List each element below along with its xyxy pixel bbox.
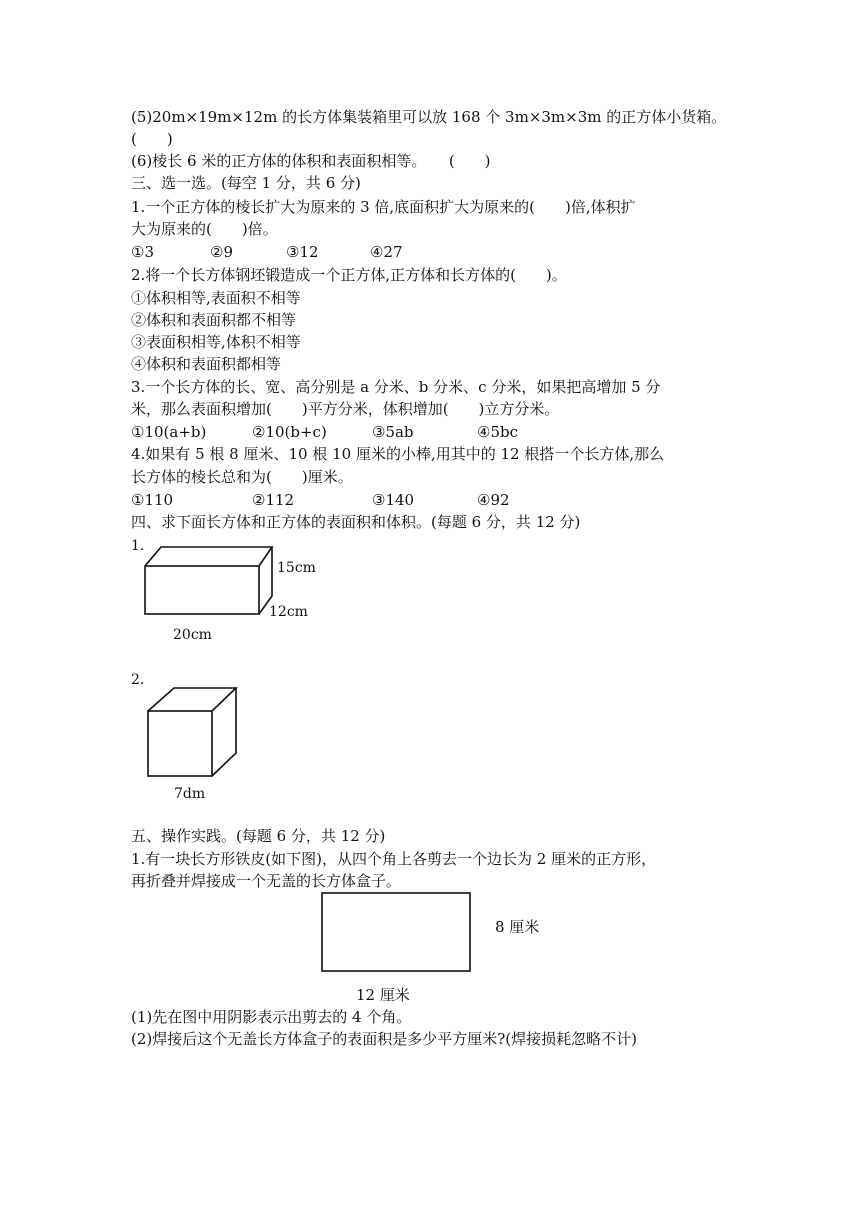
choice-q1-option: ②9 <box>210 243 233 261</box>
choice-q1-line1: 1.一个正方体的棱长扩大为原来的 3 倍,底面积扩大为原来的( )倍,体积扩 <box>131 198 636 216</box>
cube-edge-label: 7dm <box>174 786 206 802</box>
choice-q3-option: ①10(a+b) <box>131 423 207 441</box>
choice-q4-option: ④92 <box>477 491 510 509</box>
cuboid-height-label: 15cm <box>277 560 316 576</box>
section-5-heading: 五、操作实践。(每题 6 分，共 12 分) <box>131 827 386 845</box>
choice-q2-option: ④体积和表面积都相等 <box>131 355 282 373</box>
choice-q3-option: ③5ab <box>372 423 414 441</box>
iron-sheet-rectangle <box>322 893 470 971</box>
figure-1-number: 1. <box>131 538 145 554</box>
judge-q6: (6)棱长 6 米的正方体的体积和表面积相等。 ( ) <box>131 152 491 170</box>
choice-q3-option: ②10(b+c) <box>252 423 327 441</box>
choice-q3-line2: 米，那么表面积增加( )平方分米，体积增加( )立方分米。 <box>131 400 560 418</box>
choice-q4-line2: 长方体的棱长总和为( )厘米。 <box>131 468 353 486</box>
cube-figure <box>148 688 236 776</box>
choice-q1-option: ④27 <box>370 243 403 261</box>
choice-q2-option: ②体积和表面积都不相等 <box>131 311 297 329</box>
judge-q5: (5)20m×19m×12m 的长方体集装箱里可以放 168 个 3m×3m×3m 的正方体小货箱。 <box>131 108 727 126</box>
choice-q1-option: ③12 <box>286 243 319 261</box>
cube-top-face <box>148 688 236 711</box>
judge-q5-paren: ( ) <box>131 130 173 148</box>
practice-q1-line2: 再折叠并焊接成一个无盖的长方体盒子。 <box>131 872 402 890</box>
choice-q3-option: ④5bc <box>477 423 518 441</box>
choice-q1-option: ①3 <box>131 243 154 261</box>
cuboid-figure <box>145 547 272 614</box>
cuboid-top-face <box>145 547 272 566</box>
choice-q2-option: ③表面积相等,体积不相等 <box>131 333 301 351</box>
choice-q2-option: ①体积相等,表面积不相等 <box>131 289 301 307</box>
figure-2-number: 2. <box>131 672 145 688</box>
cuboid-length-label: 20cm <box>173 627 212 643</box>
practice-q1-line1: 1.有一块长方形铁皮(如下图)，从四个角上各剪去一个边长为 2 厘米的正方形， <box>131 850 657 868</box>
cuboid-width-label: 12cm <box>269 604 308 620</box>
cube-side-face <box>212 688 236 776</box>
choice-q2-line1: 2.将一个长方体钢坯锻造成一个正方体,正方体和长方体的( )。 <box>131 266 567 284</box>
rectangle-width-label: 12 厘米 <box>356 986 410 1004</box>
cuboid-front-face <box>145 566 259 614</box>
choice-q3-line1: 3.一个长方体的长、宽、高分别是 a 分米、b 分米、c 分米，如果把高增加 5 分 <box>131 378 661 396</box>
choice-q4-line1: 4.如果有 5 根 8 厘米、10 根 10 厘米的小棒,用其中的 12 根搭一个长方体,那么 <box>131 445 665 463</box>
section-4-heading: 四、求下面长方体和正方体的表面积和体积。(每题 6 分，共 12 分) <box>131 513 581 531</box>
choice-q4-option: ①110 <box>131 491 174 509</box>
choice-q4-option: ③140 <box>372 491 415 509</box>
section-3-heading: 三、选一选。(每空 1 分，共 6 分) <box>131 174 361 192</box>
practice-sub-1: (1)先在图中用阴影表示出剪去的 4 个角。 <box>131 1008 412 1026</box>
rectangle-height-label: 8 厘米 <box>495 918 540 936</box>
practice-sub-2: (2)焊接后这个无盖长方体盒子的表面积是多少平方厘米?(焊接损耗忽略不计) <box>131 1030 637 1048</box>
cube-front-face <box>148 711 212 776</box>
choice-q1-line2: 大为原来的( )倍。 <box>131 220 278 238</box>
choice-q4-option: ②112 <box>252 491 295 509</box>
